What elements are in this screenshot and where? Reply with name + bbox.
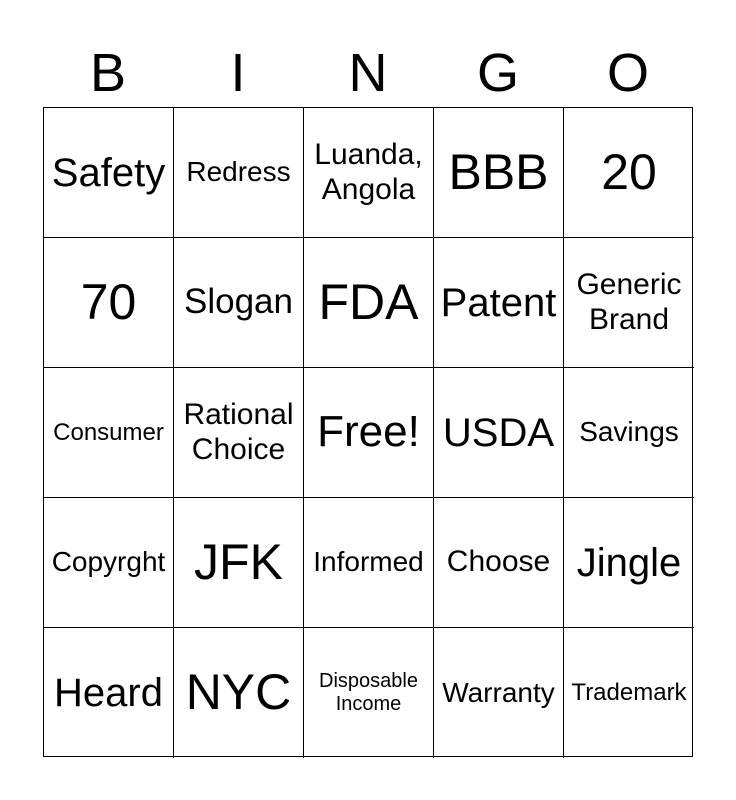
- bingo-cell: Savings: [564, 368, 694, 498]
- bingo-cell: Heard: [44, 628, 174, 758]
- bingo-cell: Luanda, Angola: [304, 108, 434, 238]
- header-letter-g: G: [476, 43, 519, 103]
- header-letter-o: O: [606, 43, 649, 103]
- bingo-board: [43, 107, 693, 757]
- bingo-cell: Copyrght: [44, 498, 174, 628]
- bingo-cell: 20: [564, 108, 694, 238]
- header-letter-i: I: [230, 43, 246, 103]
- bingo-header: [43, 40, 693, 106]
- bingo-cell: NYC: [174, 628, 304, 758]
- bingo-cell: Safety: [44, 108, 174, 238]
- bingo-cell: JFK: [174, 498, 304, 628]
- bingo-cell: BBB: [434, 108, 564, 238]
- bingo-cell: USDA: [434, 368, 564, 498]
- bingo-cell: 70: [44, 238, 174, 368]
- bingo-cell: Redress: [174, 108, 304, 238]
- bingo-cell: Jingle: [564, 498, 694, 628]
- bingo-cell: Patent: [434, 238, 564, 368]
- bingo-cell: Slogan: [174, 238, 304, 368]
- bingo-cell: Informed: [304, 498, 434, 628]
- header-letter-n: N: [348, 43, 388, 103]
- header-letter-b: B: [89, 43, 127, 103]
- bingo-cell: Trademark: [571, 679, 687, 707]
- bingo-cell: Generic Brand: [564, 238, 694, 368]
- bingo-cell: Consumer: [44, 368, 174, 498]
- bingo-cell: Free!: [304, 368, 434, 498]
- bingo-cell: Rational Choice: [174, 368, 304, 498]
- bingo-cell: Choose: [434, 498, 564, 628]
- bingo-cell: FDA: [304, 238, 434, 368]
- bingo-cell: Warranty: [434, 628, 564, 758]
- bingo-cell: Disposable Income: [304, 628, 434, 758]
